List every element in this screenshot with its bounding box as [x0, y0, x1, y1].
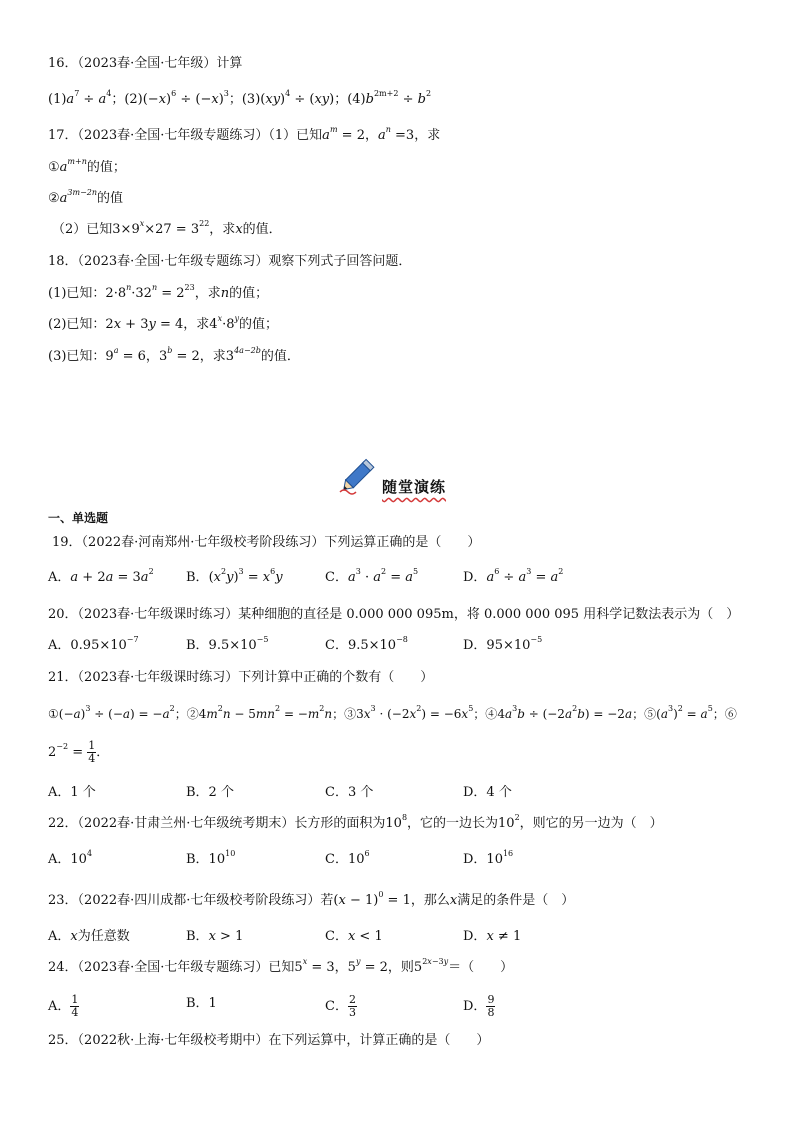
q21-option-a: A．1 个	[48, 785, 96, 800]
q21-expressions: $①(-a)^3 \div (-a) = -a^2$；$②4m^2n - 5mn^2 = -m^2n$；$③3x^3 \cdot (-2x^2) = -6x^5$；$④4a^3b \div (-2a^2b) = -2a$；$⑤(a^3)^2 = a^5$；⑥	[48, 704, 737, 721]
q18-sub1: (1)已知：$2\cdot 8^n\cdot 32^n = 2^{23}$，求n的值；	[48, 283, 269, 301]
q23-option-c: C．x < 1	[325, 929, 383, 944]
q17-part2: （2）已知$3\times 9^x\times 27 = 3^{22}$，求x的值．	[52, 219, 282, 237]
q17-stem: 17．（2023春·全国·七年级专题练习）（1）已知$a^m = 2$，$a^n =3$，求	[48, 125, 441, 143]
q24-option-d: D． $\frac{9}{8}$	[463, 993, 495, 1019]
q23-option-b: B．x > 1	[186, 929, 244, 944]
q18-sub2: (2)已知：2x + 3y = 4，求$4^x\cdot 8^y$的值；	[48, 314, 279, 332]
q20-option-b: B．$9.5\times 10^{-5}$	[186, 635, 269, 653]
q24-option-c: C． $\frac{2}{3}$	[325, 993, 356, 1019]
q21-option-d: D．4 个	[463, 785, 512, 800]
q19-option-c: C．$a^3 \cdot a^2 = a^5$	[325, 567, 419, 585]
q24-option-a: A． $\frac{1}{4}$	[48, 993, 79, 1019]
q19-stem: 19．（2022春·河南郑州·七年级校考阶段练习）下列运算正确的是（ ）	[52, 535, 481, 550]
q25-stem: 25．（2022秋·上海·七年级校考期中）在下列运算中，计算正确的是（ ）	[48, 1033, 490, 1048]
q24-option-b: B．1	[186, 996, 217, 1011]
q20-option-d: D．$95\times 10^{-5}$	[463, 635, 543, 653]
q23-stem: 23．（2022春·四川成都·七年级校考阶段练习）若$(x - 1)^0 = 1$，那么x满足的条件是（ ）	[48, 890, 575, 908]
q22-stem: 22．（2022春·甘肃兰州·七年级统考期末）长方形的面积为$10^8$，它的一边长为$10^2$，则它的另一边为（ ）	[48, 813, 663, 831]
q21-expression-6: $2^{-2}$ = $\frac{1}{4}$ ．	[48, 739, 110, 765]
q23-option-d: D．x ≠ 1	[463, 929, 522, 944]
q20-stem: 20．（2023春·七年级课时练习）某种细胞的直径是 0.000 000 095m，将 0.000 000 095 用科学记数法表示为（ ）	[48, 607, 740, 622]
q20-option-a: A．$0.95\times 10^{-7}$	[48, 635, 139, 653]
q19-option-a: A．$a + 2a = 3a^2$	[48, 567, 154, 585]
q21-option-b: B．2 个	[186, 785, 234, 800]
q16-expressions: $(1)a^7 \div a^4$；$(2)(-x)^6 \div (-x)^3$；(3)(xy)$^4$ ÷ (xy)；$(4)b^{2m+2} \div b^2$	[48, 89, 432, 107]
q18-sub3: (3)已知：$9^a = 6$，$3^b = 2$，求$3^{4a-2b}$的值．	[48, 346, 300, 364]
q21-option-c: C．3 个	[325, 785, 374, 800]
q24-stem: 24．（2023春·全国·七年级专题练习）已知$5^x = 3$，$5^y = 2$，则$5^{2x-3y}=$（ ）	[48, 957, 514, 975]
pencil-icon	[336, 452, 382, 498]
q17-sub1: $①a^{m+n}$的值；	[48, 157, 126, 175]
q19-option-b: B．$(x^2y)^3 = x^6y$	[186, 567, 283, 585]
q21-stem: 21．（2023春·七年级课时练习）下列计算中正确的个数有（ ）	[48, 670, 434, 685]
q20-option-c: C．$9.5\times 10^{-8}$	[325, 635, 408, 653]
q22-option-b: B．$10^{10}$	[186, 849, 236, 867]
q22-option-c: C．$10^6$	[325, 849, 370, 867]
q16-stem: 16．（2023春·全国·七年级）计算	[48, 56, 243, 71]
q18-stem: 18．（2023春·全国·七年级专题练习）观察下列式子回答问题．	[48, 254, 412, 269]
section-title: 随堂演练	[382, 478, 447, 496]
section-heading: 一、单选题	[48, 511, 109, 525]
q19-option-d: D．$a^6 \div a^3 = a^2$	[463, 567, 564, 585]
q22-option-a: A．$10^4$	[48, 849, 93, 867]
q17-sub2: $②a^{3m-2n}$的值	[48, 188, 124, 206]
q23-option-a: A．x为任意数	[48, 929, 130, 944]
q22-option-d: D．$10^{16}$	[463, 849, 514, 867]
